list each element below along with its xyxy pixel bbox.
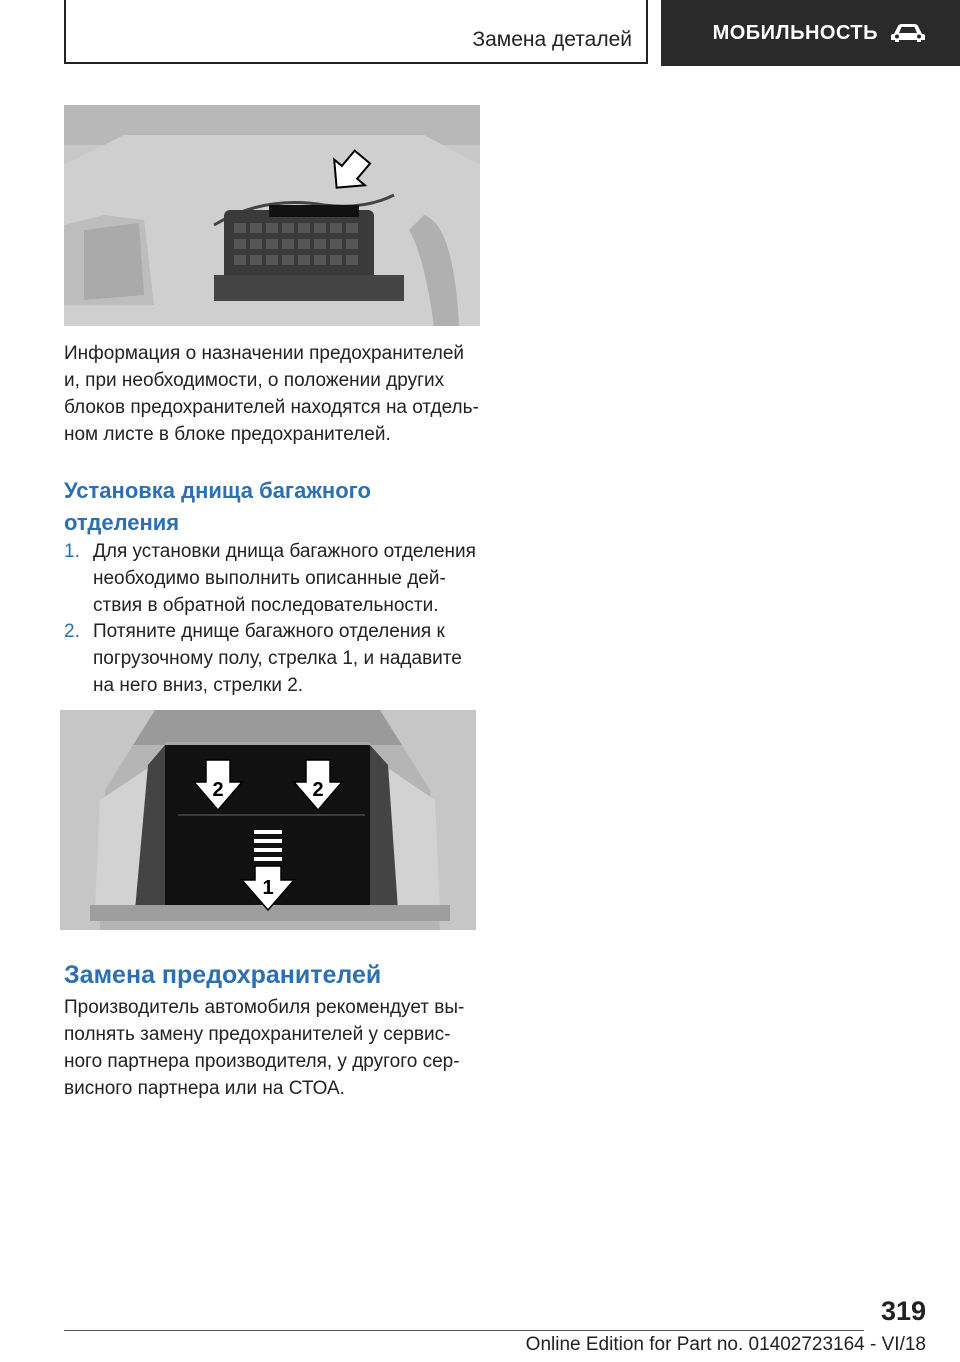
- text-line: Для установки днища багажного отделения: [93, 541, 476, 562]
- text-line: ствия в обратной последовательности.: [93, 595, 439, 616]
- text-line: и, при необходимости, о положении других: [64, 370, 445, 391]
- info-paragraph: [64, 340, 484, 448]
- text-line: Потяните днище багажного отделения к: [93, 621, 445, 642]
- text-line: Производитель автомобиля рекомендует вы-: [64, 997, 465, 1018]
- text-line: полнять замену предохранителей у сервис-: [64, 1024, 451, 1045]
- text-line: висного партнера или на СТОА.: [64, 1078, 345, 1099]
- text-line: на него вниз, стрелки 2.: [93, 675, 304, 696]
- step-text: [93, 618, 462, 699]
- text-line: ном листе в блоке предохранителей.: [64, 424, 391, 445]
- footer-edition: Online Edition for Part no. 01402723164 - VI/18: [525, 1334, 926, 1355]
- step-number: 2.: [64, 621, 80, 642]
- chapter-title: МОБИЛЬНОСТЬ: [712, 21, 878, 44]
- trunk-floor-photo: [60, 710, 476, 930]
- text-line: ного партнера производителя, у другого сер-: [64, 1051, 460, 1072]
- chapter-tab[interactable]: [661, 0, 960, 66]
- heading-line: Установка днища багажного: [64, 478, 371, 503]
- text-line: блоков предохранителей находятся на отдель-: [64, 397, 479, 418]
- arrow-label-2b: 2: [312, 779, 324, 801]
- step-number: 1.: [64, 541, 80, 562]
- heading-line: отделения: [64, 510, 180, 535]
- arrow-label-1: 1: [262, 877, 274, 899]
- fuses-paragraph: [64, 994, 484, 1102]
- fuse-box-photo: [64, 105, 480, 326]
- section-title: Замена деталей: [472, 28, 632, 51]
- section-heading-fuses: Замена предохранителей: [64, 961, 382, 989]
- text-line: необходимо выполнить описанные дей-: [93, 568, 446, 589]
- header-box: [64, 0, 648, 64]
- text-line: погрузочному полу, стрелка 1, и надавите: [93, 648, 462, 669]
- page-number: 319: [880, 1296, 926, 1326]
- step-text: [93, 538, 476, 619]
- section-heading-install: [64, 475, 484, 539]
- footer-divider: [64, 1330, 864, 1331]
- arrow-label-2a: 2: [212, 779, 224, 801]
- text-line: Информация о назначении предохранителей: [64, 343, 464, 364]
- car-icon: [890, 22, 926, 44]
